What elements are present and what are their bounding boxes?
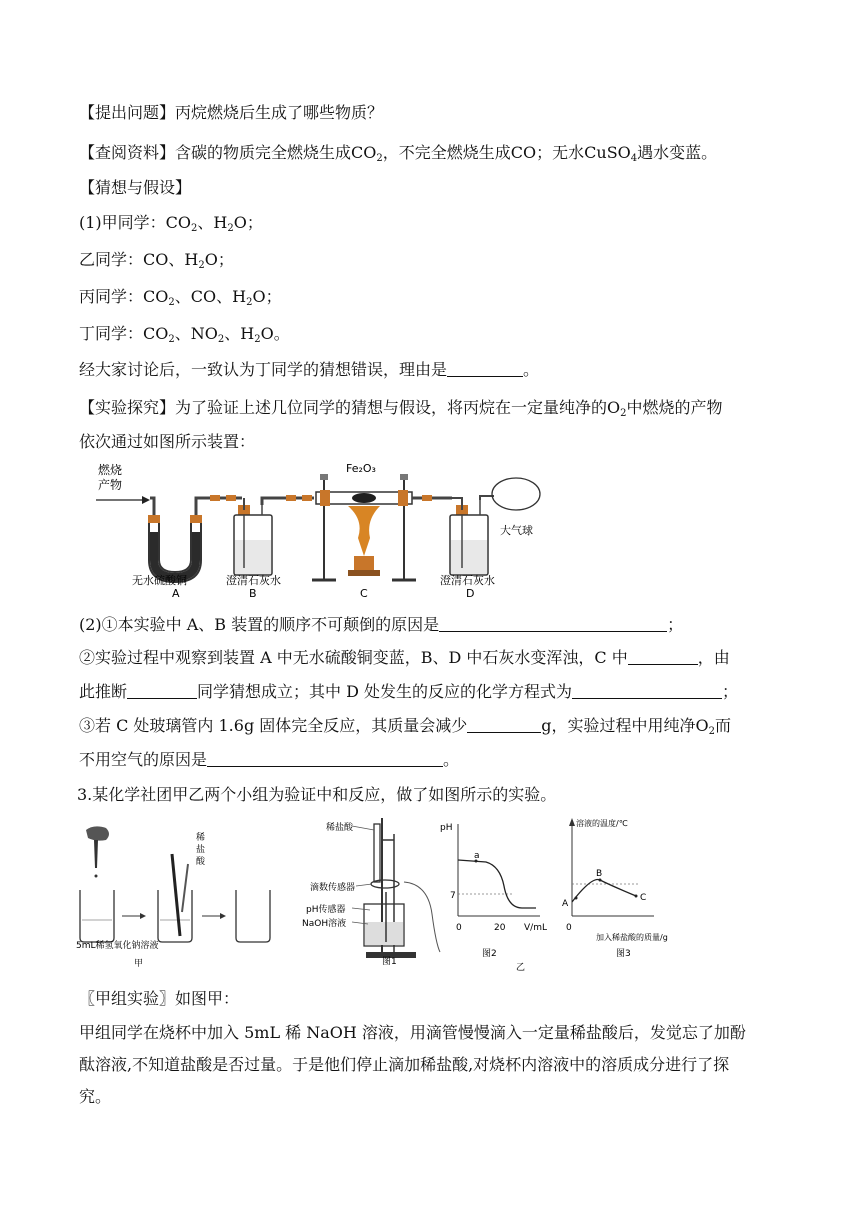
co2-formula: $CO_2$ <box>143 287 175 308</box>
q3-t3: 究。 <box>79 1087 112 1106</box>
point-a3-label: A <box>562 899 569 909</box>
figure-yi <box>300 814 710 974</box>
q2-p4-end: 而 <box>715 716 732 735</box>
ph-x0: 0 <box>456 923 462 933</box>
fig-jia-caption: 甲 <box>134 959 144 969</box>
no2-formula: $NO_2$ <box>190 324 225 345</box>
hcl-label-3: 酸 <box>196 857 206 867</box>
guess-ding: 丁同学：$CO_2$、$NO_2$、$H_2O$。 <box>79 324 290 345</box>
figure-jia <box>76 824 286 974</box>
answer-blank[interactable] <box>207 750 443 767</box>
q2-p3-mid: 同学猜想成立；其中 D 处发生的反应的化学方程式为 <box>197 682 573 701</box>
q2-p4: ③若 C 处玻璃管内 1.6g 固体完全反应，其质量会减少 <box>79 716 468 735</box>
temp-x-label: 加入稀盐酸的质量/g <box>596 933 668 942</box>
ph-axis-label: pH <box>440 823 453 833</box>
d-letter: D <box>466 587 475 600</box>
dropper-icon <box>94 840 98 868</box>
group-head-text: 〖甲组实验〗如图甲： <box>79 989 240 1008</box>
d-name: 澄清石灰水 <box>440 574 495 587</box>
o2-formula: $O_2$ <box>695 716 716 737</box>
discuss-text: 经大家讨论后，一致认为丁同学的猜想错误，理由是 <box>79 360 448 379</box>
answer-blank[interactable] <box>439 615 667 632</box>
q2-line-4 <box>79 715 731 743</box>
h2o-formula: $H_2O$ <box>184 250 218 271</box>
hcl-label-1: 稀 <box>196 833 206 843</box>
question-heading <box>79 102 383 124</box>
co-formula: CO <box>510 143 537 162</box>
temp-axis-label: 溶液的温度/℃ <box>576 819 628 828</box>
group-jia-heading <box>79 988 239 1010</box>
dropper-2-icon <box>182 864 188 912</box>
naoh-label: 5mL稀氢氧化钠溶液 <box>76 941 159 951</box>
guess-label: 乙同学： <box>79 250 144 269</box>
q2-line-1 <box>79 614 683 636</box>
h2o-formula: $H_2O$ <box>213 213 247 234</box>
answer-blank[interactable] <box>447 360 523 377</box>
ph-x20: 20 <box>494 923 506 933</box>
guess-label: (1)甲同学： <box>79 213 166 232</box>
o2-formula: $O_2$ <box>607 398 627 419</box>
apparatus-figure <box>92 460 544 600</box>
ref-text: 【查阅资料】含碳的物质完全燃烧生成 <box>79 143 352 162</box>
q3-text-3 <box>79 1086 111 1108</box>
c-letter: C <box>360 587 368 600</box>
q3-text-2 <box>79 1054 729 1076</box>
fig3-caption: 图3 <box>616 949 631 959</box>
point-c-label: C <box>640 893 647 903</box>
ask-text: 【提出问题】丙烷燃烧后生成了哪些物质？ <box>79 103 384 122</box>
fig-yi-caption: 乙 <box>516 963 526 973</box>
arrow-head-icon <box>142 496 150 504</box>
b-name: 澄清石灰水 <box>226 574 281 587</box>
q2-p1: (2)①本实验中 A、B 装置的顺序不可颠倒的原因是 <box>79 615 440 634</box>
co2-formula: $CO_2$ <box>351 143 383 164</box>
u-tube-a <box>148 498 242 582</box>
q3-t2: 酞溶液,不知道盐酸是否过量。于是他们停止滴加稀盐酸,对烧杯内溶液中的溶质成分进行了探 <box>79 1055 730 1074</box>
ref-text-mid2: ；无水 <box>536 143 585 162</box>
q2-p3-end: ； <box>722 682 739 701</box>
q3-title <box>77 784 556 806</box>
arrow-up-icon <box>569 818 575 826</box>
guess-label: 丁同学： <box>79 324 144 343</box>
tube-furnace-c <box>312 474 416 580</box>
stirring-rod-icon <box>172 854 180 936</box>
answer-blank[interactable] <box>572 682 722 699</box>
fig2-caption: 图2 <box>482 949 497 959</box>
ref-text-end: 遇水变蓝。 <box>637 143 718 162</box>
guess-head-text: 【猜想与假设】 <box>79 178 192 197</box>
beaker-1 <box>80 890 114 942</box>
arrow-icon <box>140 913 146 919</box>
answer-blank[interactable] <box>628 648 698 665</box>
titration-setup <box>364 818 440 958</box>
co-formula: CO <box>143 250 169 269</box>
hcl-label: 稀盐酸 <box>326 823 354 833</box>
q2-p1-end: ； <box>667 615 684 634</box>
ph-sensor-label: pH传感器 <box>306 905 346 915</box>
point-a-label: a <box>474 851 480 861</box>
beaker-3 <box>236 890 270 942</box>
q3-t1: 甲组同学在烧杯中加入 5mL 稀 NaOH 溶液，用滴管慢慢滴入一定量稀盐酸后，发觉忘了加酚 <box>79 1023 746 1042</box>
explore-line <box>79 397 723 425</box>
q2-p2-end: ，由 <box>697 648 730 667</box>
explore-text-post: 中燃烧的产物 <box>626 398 723 417</box>
ph-chart <box>458 824 540 916</box>
q2-p5: 不用空气的原因是 <box>79 750 208 769</box>
ph-7-label: 7 <box>450 891 456 901</box>
fe2o3-label: Fe₂O₃ <box>346 462 376 475</box>
inlet-label-2: 产物 <box>98 478 123 492</box>
q2-p2: ②实验过程中观察到装置 A 中无水硫酸铜变蓝，B、D 中石灰水变浑浊，C 中 <box>79 648 628 667</box>
explore-line-2 <box>79 431 255 453</box>
guess-jia: (1)甲同学：$CO_2$、$H_2O$； <box>79 213 263 234</box>
q2-p5-end: 。 <box>443 750 460 769</box>
bottle-d <box>450 496 494 575</box>
ph-x-unit: V/mL <box>524 923 547 933</box>
a-name: 无水硫酸铜 <box>132 574 187 587</box>
h2o-formula: $H_2O$ <box>232 287 266 308</box>
b-letter: B <box>249 587 257 600</box>
guess-heading <box>79 177 191 199</box>
inlet-label-1: 燃烧 <box>98 463 123 477</box>
ref-text-mid: ，不完全燃烧生成 <box>382 143 511 162</box>
naoh-label: NaOH溶液 <box>302 919 347 929</box>
temp-curve <box>572 879 636 902</box>
guess-label: 丙同学： <box>79 287 144 306</box>
temp-x0: 0 <box>566 923 572 933</box>
discussion-line: 经大家讨论后，一致认为丁同学的猜想错误，理由是 。 <box>79 360 540 379</box>
explore-text: 【实验探究】为了验证上述几位同学的猜想与假设，将丙烷在一定量纯净的 <box>79 398 608 417</box>
q3-title-text: 3.某化学社团甲乙两个小组为验证中和反应，做了如图所示的实验。 <box>77 785 557 804</box>
guess-bing: 丙同学：$CO_2$、CO、$H_2O$； <box>79 287 282 308</box>
ph-curve <box>458 860 536 908</box>
q3-text-1 <box>79 1022 746 1044</box>
answer-blank[interactable] <box>127 682 197 699</box>
a-letter: A <box>172 587 180 600</box>
q2-line-5 <box>79 749 459 771</box>
point-b-label: B <box>596 869 603 879</box>
hand-icon <box>86 826 109 840</box>
q2-line-2 <box>79 647 730 669</box>
q2-line-3 <box>79 681 738 703</box>
co-formula: CO <box>190 287 217 306</box>
cuso4-formula: CuSO$_4$ <box>584 143 638 164</box>
co2-formula: $CO_2$ <box>143 324 175 345</box>
co2-formula: $CO_2$ <box>165 213 198 234</box>
balloon-label: 大气球 <box>500 524 533 537</box>
drop-sensor-label: 滴数传感器 <box>310 883 356 893</box>
q2-p4-mid: g，实验过程中用纯净 <box>541 716 696 735</box>
arrow-icon <box>220 913 226 919</box>
explore-text-2: 依次通过如图所示装置： <box>79 432 256 451</box>
fig1-caption: 图1 <box>382 957 397 967</box>
balloon-icon <box>492 478 540 510</box>
h2o-formula: $H_2O$ <box>240 324 274 345</box>
guess-yi: 乙同学：CO、$H_2O$； <box>79 250 234 271</box>
bottle-b <box>234 498 314 575</box>
q2-p3: 此推断 <box>79 682 128 701</box>
reference-line <box>79 142 717 170</box>
hcl-label-2: 盐 <box>196 845 206 855</box>
answer-blank[interactable] <box>467 716 541 733</box>
